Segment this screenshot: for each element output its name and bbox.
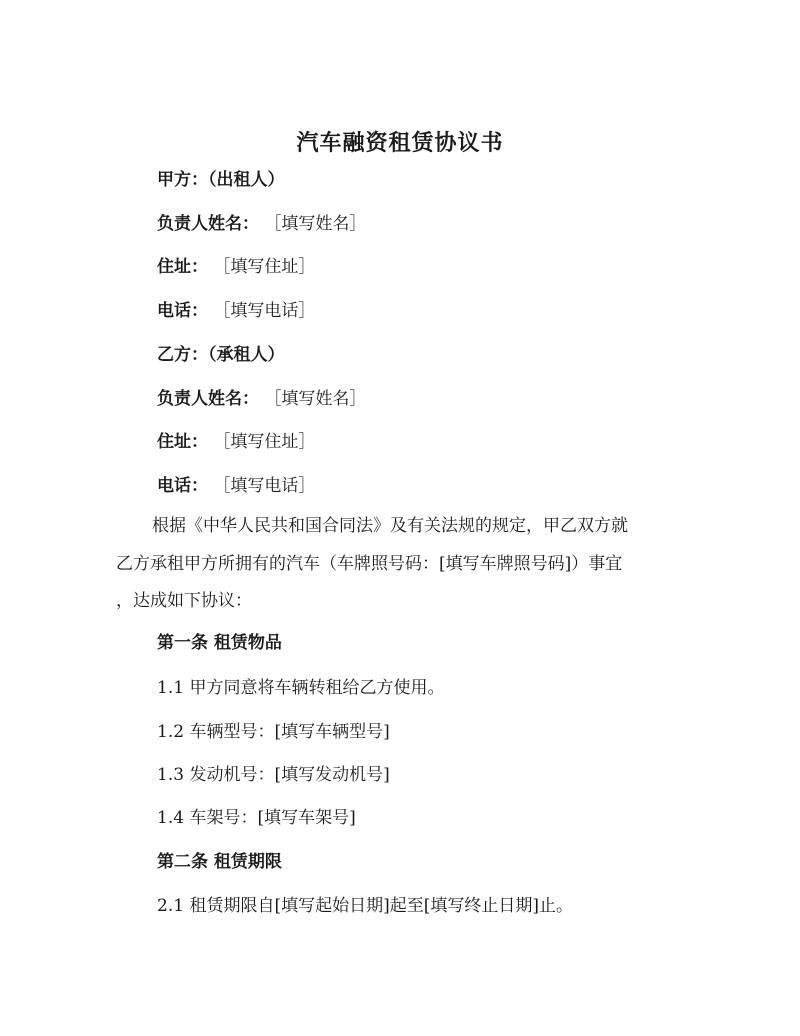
- party-a-phone-value: ［填写电话］: [213, 301, 316, 321]
- article-1-heading: 第一条 租赁物品: [157, 633, 282, 653]
- party-b-phone-label: 电话：: [157, 476, 208, 496]
- preamble-line-2: 乙方承租甲方所拥有的汽车（车牌照号码：[填写车牌照号码]）事宜: [116, 553, 623, 574]
- article-1-clause-3: 1.3 发动机号：[填写发动机号]: [157, 765, 390, 785]
- preamble-line-1: [116, 508, 676, 546]
- party-b-name-label: 负责人姓名：: [157, 389, 259, 409]
- article-1-clause-2: 1.2 车辆型号：[填写车辆型号]: [157, 722, 390, 742]
- party-a-address-label: 住址：: [157, 257, 208, 277]
- party-b-name-row: [157, 384, 366, 409]
- preamble-line-1-text: 根据《中华人民共和国合同法》及有关法规的规定，甲乙双方就: [152, 516, 628, 536]
- party-a-name-row: [157, 209, 366, 234]
- article-2-heading: 第二条 租赁期限: [157, 852, 282, 872]
- party-b-phone-row: [157, 471, 315, 496]
- preamble-line-3: ，达成如下协议：: [116, 591, 252, 611]
- party-b-address-row: [157, 427, 315, 452]
- party-b-heading-text: 乙方：（承租人）: [157, 345, 285, 365]
- party-a-name-label: 负责人姓名：: [157, 214, 259, 234]
- article-1-clause-1: 1.1 甲方同意将车辆转租给乙方使用。: [157, 678, 445, 698]
- party-b-phone-value: ［填写电话］: [213, 476, 316, 496]
- document-title: 汽车融资租赁协议书: [296, 130, 504, 156]
- party-b-name-value: ［填写姓名］: [264, 389, 367, 409]
- party-b-address-value: ［填写住址］: [213, 432, 316, 452]
- party-a-address-value: ［填写住址］: [213, 257, 316, 277]
- party-b-address-label: 住址：: [157, 432, 208, 452]
- party-a-heading: [157, 165, 285, 190]
- party-a-name-value: ［填写姓名］: [264, 214, 367, 234]
- party-a-address-row: [157, 252, 315, 277]
- article-2-clause-1: 2.1 租赁期限自[填写起始日期]起至[填写终止日期]止。: [157, 896, 573, 916]
- party-a-phone-label: 电话：: [157, 301, 208, 321]
- party-a-heading-text: 甲方：（出租人）: [157, 170, 285, 190]
- article-1-clause-4: 1.4 车架号：[填写车架号]: [157, 808, 356, 828]
- party-b-heading: [157, 340, 285, 365]
- party-a-phone-row: [157, 296, 315, 321]
- preamble-paragraph: [116, 508, 676, 621]
